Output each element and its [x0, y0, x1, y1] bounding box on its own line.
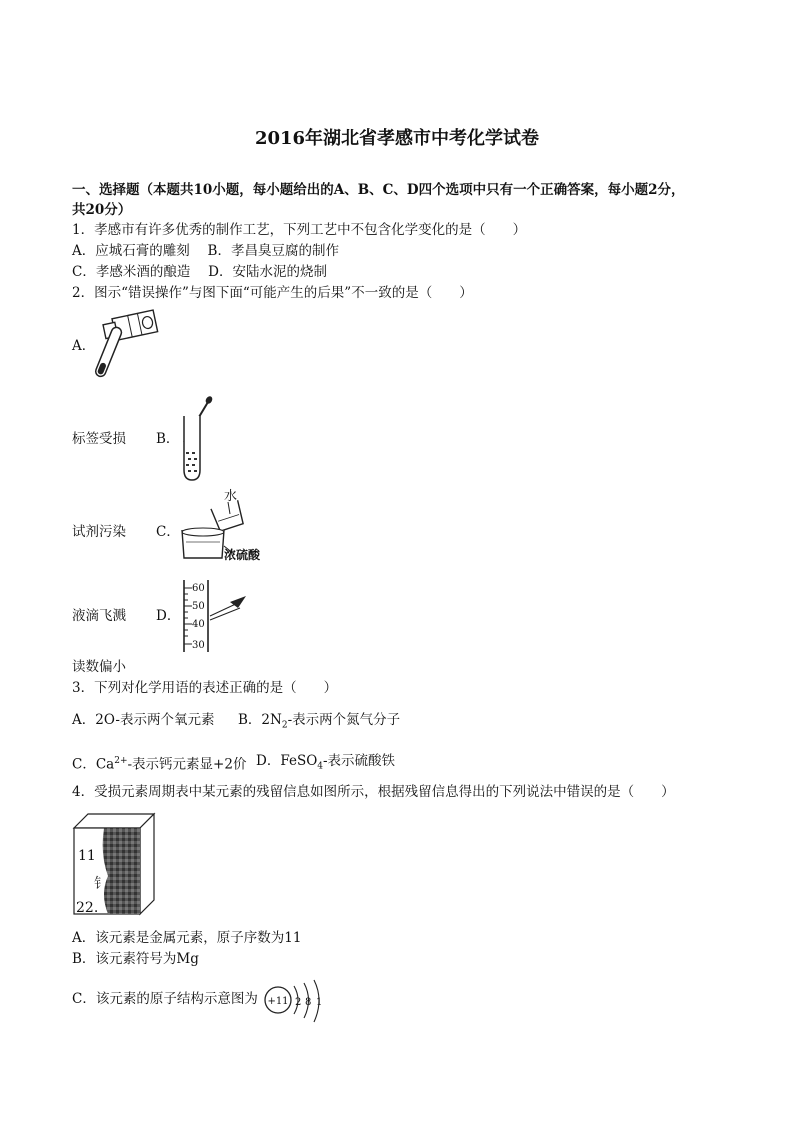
atom-nucleus-label: +11 — [267, 996, 289, 1007]
figure-atomic-number: 11 — [78, 848, 96, 864]
q2-figure-a-pouring-liquid — [96, 308, 166, 384]
q3-option-b: B．$2N_2-$表示两个氮气分子 — [238, 712, 401, 731]
q2-option-a: A． — [72, 338, 96, 354]
tick-40: 40 — [192, 619, 205, 630]
figure-c-water-label: 水 — [224, 489, 238, 504]
figure-atomic-mass: 22. — [76, 900, 99, 916]
tick-30: 30 — [192, 640, 205, 651]
q2-option-c: C． — [156, 524, 180, 540]
q2-result-c: 液滴飞溅 — [72, 608, 126, 624]
q2-result-d: 读数偏小 — [72, 659, 126, 675]
atom-shell-3: 1 — [316, 997, 323, 1008]
q4-option-b: B．该元素符号为Mg — [72, 951, 199, 967]
q2-stem: 2．图示“错误操作”与图下面“可能产生的后果”不一致的是（ ） — [72, 285, 473, 301]
q1-options-ab: A．应城石膏的雕刻 B．孝昌臭豆腐的制作 — [72, 243, 339, 259]
atom-shell-1: 2 — [295, 997, 302, 1008]
tick-50: 50 — [192, 601, 205, 612]
q2-figure-d-graduated-cylinder — [180, 580, 260, 654]
q2-option-b: B． — [156, 431, 180, 447]
q4-option-a: A．该元素是金属元素，原子序数为11 — [72, 930, 302, 946]
q2-option-d: D． — [156, 608, 181, 624]
q2-result-a: 标签受损 — [72, 431, 126, 447]
page-title: 2016年湖北省孝感市中考化学试卷 — [254, 128, 540, 149]
q1-options-cd: C．孝感米酒的酿造 D．安陆水泥的烧制 — [72, 264, 327, 280]
tick-60: 60 — [192, 583, 205, 594]
q4-stem: 4．受损元素周期表中某元素的残留信息如图所示，根据残留信息得出的下列说法中错误的是（ ） — [72, 784, 675, 800]
q1-stem: 1．孝感市有许多优秀的制作工艺，下列工艺中不包含化学变化的是（ ） — [72, 222, 527, 238]
q4-atom-structure-diagram — [264, 980, 326, 1024]
q3-option-a: A．2O-表示两个氧元素 — [72, 712, 215, 728]
q2-figure-c-dilution — [178, 486, 268, 562]
q3-option-c: C．$Ca^{2+}-$表示钙元素显+2价 — [72, 756, 247, 773]
figure-partial-char: 钅 — [94, 876, 108, 892]
q3-option-d: D．FeSO$_4$-表示硫酸铁 — [256, 753, 396, 772]
q2-result-b: 试剂污染 — [72, 524, 126, 540]
q4-option-c: C．该元素的原子结构示意图为 — [72, 991, 258, 1007]
atom-shell-2: 8 — [305, 997, 312, 1008]
q2-figure-b-dropper — [172, 396, 222, 486]
q3-stem: 3．下列对化学用语的表述正确的是（ ） — [72, 680, 338, 696]
q4-figure-periodic-table-fragment — [74, 814, 156, 916]
figure-c-acid-label: 浓硫酸 — [224, 548, 261, 562]
section-heading-line1: 一、选择题（本题共10小题，每小题给出的A、B、C、D四个选项中只有一个正确答案，每小题2分， — [72, 182, 685, 198]
section-heading-line2: 共20分） — [72, 202, 132, 218]
